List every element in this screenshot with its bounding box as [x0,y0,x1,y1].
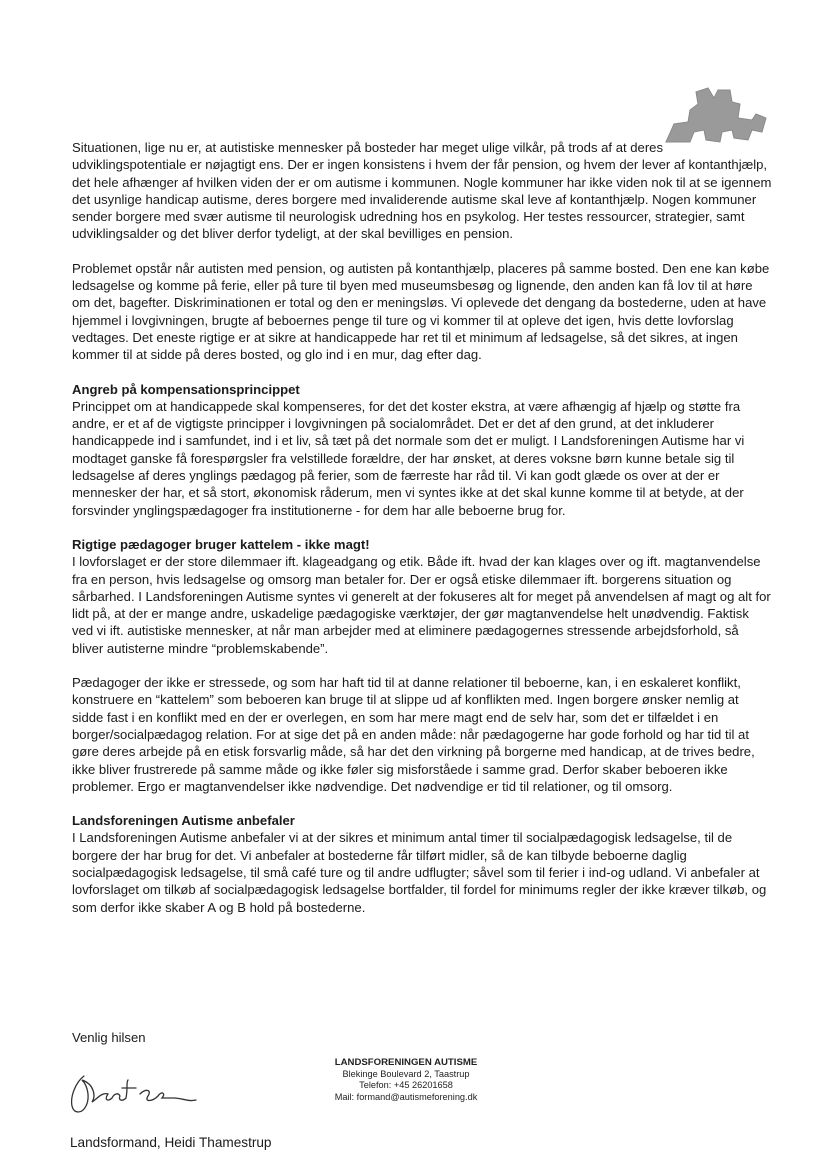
section-kompensation [72,381,772,519]
paragraph-text: Problemet opstår når autisten med pension, og autisten på kontanthjælp, placeres på samme bosted. Den ene kan købe ledsagelse og komme på ferie, eller på ture til byen med museumsbesøg og lignende, den anden kan få lov til at høre om det, bagefter. Diskriminationen er total og den er meningsløs. Vi oplevede det dengang da bostederne, uden at have hjemmel i lovgivningen, brugte af beboernes penge til ture og vi kommer til at opleve det igen, hvis dette lovforslag vedtages. Det eneste rigtige er at sikre at handicappede har ret til et minimum af ledsagelse, så det sikres, at ingen kommer til at sidde på deres bosted, og glo ind i en mur, dag efter dag. [72,260,770,363]
organization-phone: Telefon: +45 26201658 [359,1080,453,1091]
section-anbefaler [72,812,772,916]
paragraph-2 [72,260,772,364]
letter-body [72,139,772,933]
organization-address: Blekinge Boulevard 2, Taastrup [342,1068,470,1079]
organization-block [300,1057,512,1103]
section-heading: Rigtige pædagoger bruger kattelem - ikke magt! [72,536,370,552]
organization-name: LANDSFORENINGEN AUTISME [334,1057,478,1068]
closing-greeting: Venlig hilsen [72,1030,146,1045]
section-heading: Landsforeningen Autisme anbefaler [72,813,295,829]
paragraph-5 [72,674,772,795]
organization-mail: Mail: formand@autismeforening.dk [334,1091,478,1102]
handwritten-signature-icon [62,1062,222,1122]
paragraph-text: Situationen, lige nu er, at autistiske mennesker på bosteder har meget ulige vilkår, på trods af at deres udviklingspotentiale er nøjagtigt ens. Der er ingen konsistens i hvem der får pension, og hvem der lever af kontanthjælp, det hele afhænger af hvilken viden der er om autisme i kommunen. Nogle kommuner har ikke viden nok til at se igennem det usynlige handicap autisme, deres borgere med invaliderende autisme skal leve af kontanthjælp. Nogen kommuner sender borgere med svær autisme til neurologisk udredning hos en psykolog. Her testes ressourcer, strategier, samt udviklingsalder og det bliver derfor tydeligt, at der skal bevilliges en pension. [72,140,772,242]
section-heading: Angreb på kompensationsprincippet [72,381,300,397]
paragraph-1 [72,139,772,243]
paragraph-text: Princippet om at handicappede skal kompenseres, for det det koster ekstra, at være afhængig af hjælp og støtte fra andre, er et af de vigtigste principper i lovgivningen på socialområdet. Det er det af den grund, at det inkluderer handicappede ind i samfundet, ind i et liv, så tæt på det normale som det er muligt. I Landsforeningen Autisme har vi modtaget ganske få forespørgsler fra velstillede forældre, der har ønsket, at deres voksne børn kunne betale sig til ledsagelse af deres ynglings pædagog på ferier, som de færreste har råd til. Vi kan godt glæde os over at der er mennesker der har, et så stort, økonomisk råderum, men vi syntes ikke at det skal kunne komme til at betyde, at der forsvinder ynglingspædagoger fra institutionerne - for dem har alle beboerne brug for. [72,398,745,518]
puzzle-piece-logo-icon [660,84,772,146]
paragraph-text: Pædagoger der ikke er stressede, og som har haft tid til at danne relationer til beboerne, kan, i en eskaleret konflikt, konstruere en “kattelem” som beboeren kan bruge til at slippe ud af konflikten med. Ingen borgere ønsker nemlig at sidde fast i en konflikt med en der er overlegen, en som har mere magt end de selv har, som det er tilfældet i en borger/socialpædagog relation. For at sige det på en anden måde: når pædagogerne har gode forhold og har tid til at gøre deres arbejde på en etisk forsvarlig måde, så har det den virkning på borgerne med handicap, at de trives bedre, ikke bliver frustrerede på samme måde og ikke føler sig misforståede i samme grad. Derfor skaber beboeren ikke problemer. Ergo er magtanvendelser ikke nødvendige. Det nødvendige er tid til relationer, og til omsorg. [72,675,755,794]
signer-name: Landsformand, Heidi Thamestrup [70,1135,272,1150]
section-kattelem [72,536,772,657]
paragraph-text: I Landsforeningen Autisme anbefaler vi at der sikres et minimum antal timer til socialpædagogisk ledsagelse, til de borgere der har brug for det. Vi anbefaler at bostederne får tilført midler, så de kan tilbyde beboerne daglig socialpædagogisk ledsagelse, til små café ture og til andre udflugter; såvel som til ferier i ind-og udland. Vi anbefaler at lovforslaget om tilkøb af socialpædagogisk ledsagelse bortfalder, til fordel for minimums regler der ikke kræver tilkøb, og som derfor ikke skaber A og B hold på bostederne. [72,830,767,915]
paragraph-text: I lovforslaget er der store dilemmaer ift. klageadgang og etik. Både ift. hvad der kan klages over og ift. magtanvendelse fra en person, hvis ledsagelse og omsorg man betaler for. Der er også etiske dilemmaer ift. borgerens situation og sårbarhed. I Landsforeningen Autisme syntes vi generelt at der fokuseres alt for meget på anvendelsen af magt og alt for lidt på, at der er mange andre, uskadelige pædagogiske værktøjer, der gør magtanvendelse helt unødvendig. Faktisk ved vi ift. autistiske mennesker, at når man arbejder med at eliminere pædagogernes stressende arbejdsforhold, så bliver autisterne mindre “problemskabende”. [72,554,771,656]
